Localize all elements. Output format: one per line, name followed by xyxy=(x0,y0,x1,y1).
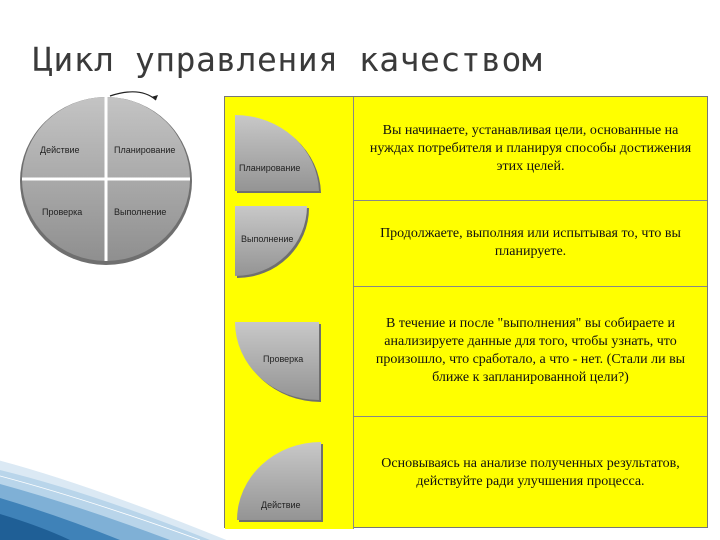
stage-description: Продолжаете, выполняя или испытывая то, что вы планируете. xyxy=(380,226,681,259)
quadrant-label-check: Проверка xyxy=(42,207,83,217)
quarter-action-icon xyxy=(225,416,353,529)
stage-label: Действие xyxy=(261,500,301,510)
quadrant-label-planning: Планирование xyxy=(114,145,176,155)
stage-label: Планирование xyxy=(239,163,301,173)
stage-cell xyxy=(225,286,354,416)
decorative-swoosh xyxy=(0,440,230,540)
table-row-plan xyxy=(225,97,707,201)
stage-label: Проверка xyxy=(263,354,304,364)
table-row-do xyxy=(225,200,707,287)
quarter-planning-icon xyxy=(225,97,353,200)
pdca-circle xyxy=(0,80,224,300)
quarter-check-icon xyxy=(225,286,353,416)
table-row-check xyxy=(225,286,707,417)
stage-description: Вы начинаете, устанавливая цели, основанные на нуждах потребителя и планируя способы достижения этих целей. xyxy=(369,122,692,174)
quadrant-label-action: Действие xyxy=(40,145,80,155)
slide-title: Цикл управления качеством xyxy=(33,40,543,79)
stage-description: В течение и после "выполнения" вы собираете и анализируете данные для того, чтобы узнать, что произошло, что сработало, а что - нет. (Стали ли вы ближе к запланированной цели?) xyxy=(375,316,686,385)
stage-cell xyxy=(225,97,354,200)
pdca-table xyxy=(224,96,708,528)
quadrant-label-do: Выполнение xyxy=(114,207,167,217)
table-row-act xyxy=(225,416,707,529)
stage-cell xyxy=(225,416,354,529)
stage-cell xyxy=(225,200,354,286)
stage-label: Выполнение xyxy=(241,234,294,244)
stage-description: Основываясь на анализе полученных результатов, действуйте ради улучшения процесса. xyxy=(381,455,680,489)
